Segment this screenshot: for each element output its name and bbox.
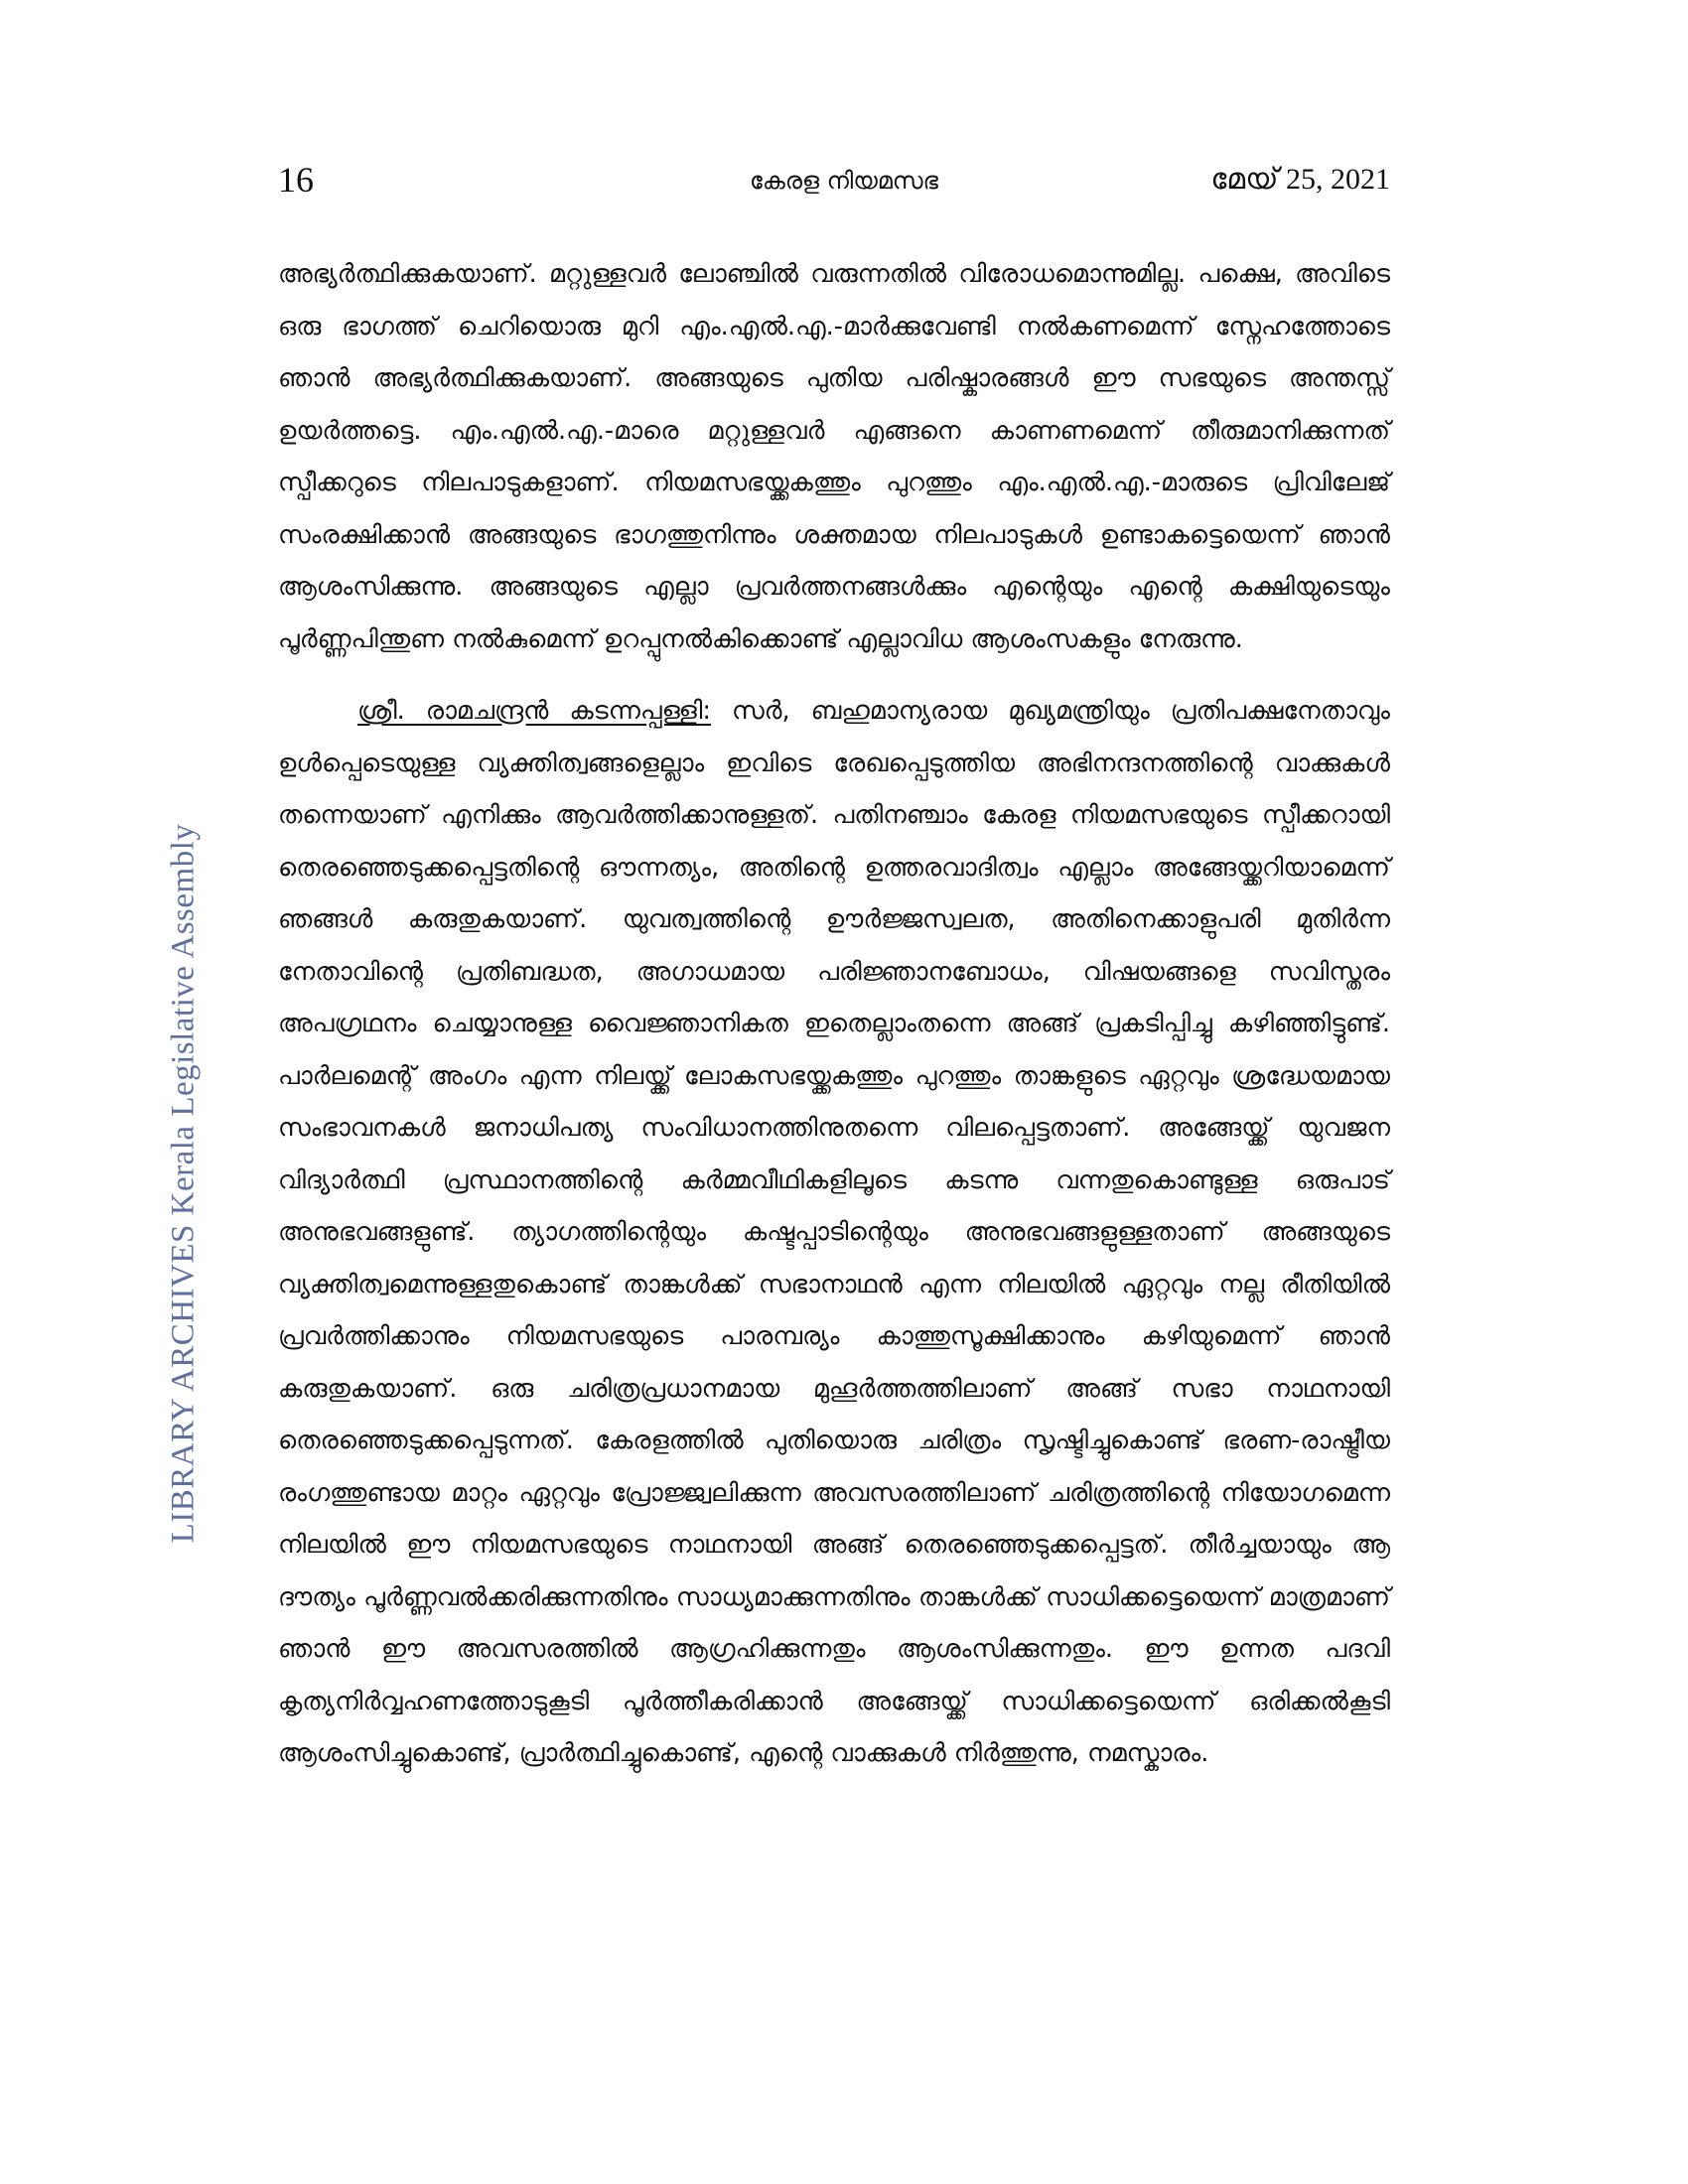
proceedings-body: [278, 248, 1390, 1780]
paragraph-continuation: [278, 248, 1390, 665]
header-date: മേയ് 25, 2021: [1210, 163, 1390, 196]
paragraph-text: അഭ്യർത്ഥിക്കുകയാണ്. മറ്റുള്ളവർ ലോഞ്ചിൽ വരുന്നതിൽ വിരോധമൊന്നുമില്ല. പക്ഷെ, അവിടെ ഒരു ഭാഗത്ത് ചെറിയൊരു മുറി എം.എൽ.എ.-മാർക്കുവേണ്ടി നൽകണമെന്ന് സ്നേഹത്തോടെ ഞാൻ അഭ്യർത്ഥിക്കുകയാണ്. അങ്ങയുടെ പുതിയ പരിഷ്കാരങ്ങൾ ഈ സഭയുടെ അന്തസ്സ് ഉയർത്തട്ടെ. എം.എൽ.എ.-മാരെ മറ്റുള്ളവർ എങ്ങനെ കാണണമെന്ന് തീരുമാനിക്കുന്നത് സ്പീക്കറുടെ നിലപാടുകളാണ്. നിയമസഭയ്ക്കകത്തും പുറത്തും എം.എൽ.എ.-മാരുടെ പ്രിവിലേജ് സംരക്ഷിക്കാൻ അങ്ങയുടെ ഭാഗത്തുനിന്നും ശക്തമായ നിലപാടുകൾ ഉണ്ടാകട്ടെയെന്ന് ഞാൻ ആശംസിക്കുന്നു. അങ്ങയുടെ എല്ലാ പ്രവർത്തനങ്ങൾക്കും എന്റെയും എന്റെ കക്ഷിയുടെയും പൂർണ്ണപിന്തുണ നൽകുമെന്ന് ഉറപ്പുനൽകിക്കൊണ്ട് എല്ലാവിധ ആശംസകളും നേരുന്നു.: [278, 259, 1390, 654]
speaker-name: ശ്രീ. രാമചന്ദ്രൻ കടന്നപ്പള്ളി:: [357, 696, 711, 726]
page-number: 16: [278, 160, 314, 200]
paragraph-speech: [278, 685, 1390, 1780]
paragraph-text: സർ, ബഹുമാന്യരായ മുഖ്യമന്ത്രിയും പ്രതിപക്ഷനേതാവും ഉൾപ്പെടെയുള്ള വ്യക്തിത്വങ്ങളെല്ലാം ഇവിടെ രേഖപ്പെടുത്തിയ അഭിനന്ദനത്തിന്റെ വാക്കുകൾ തന്നെയാണ് എനിക്കും ആവർത്തിക്കാനുള്ളത്. പതിനഞ്ചാം കേരള നിയമസഭയുടെ സ്പീക്കറായി തെരഞ്ഞെടുക്കപ്പെട്ടതിന്റെ ഔന്നത്യം, അതിന്റെ ഉത്തരവാദിത്വം എല്ലാം അങ്ങേയ്ക്കറിയാമെന്ന് ഞങ്ങൾ കരുതുകയാണ്. യുവത്വത്തിന്റെ ഊർജ്ജസ്വലത, അതിനെക്കാളുപരി മുതിർന്ന നേതാവിന്റെ പ്രതിബദ്ധത, അഗാധമായ പരിജ്ഞാനബോധം, വിഷയങ്ങളെ സവിസ്തരം അപഗ്രഥനം ചെയ്യാനുള്ള വൈജ്ഞാനികത ഇതെല്ലാംതന്നെ അങ്ങ് പ്രകടിപ്പിച്ചു കഴിഞ്ഞിട്ടുണ്ട്. പാർലമെന്റ് അംഗം എന്ന നിലയ്ക്ക് ലോകസഭയ്ക്കകത്തും പുറത്തും താങ്കളുടെ ഏറ്റവും ശ്രദ്ധേയമായ സംഭാവനകൾ ജനാധിപത്യ സംവിധാനത്തിനുതന്നെ വിലപ്പെട്ടതാണ്. അങ്ങേയ്ക്ക് യുവജന വിദ്യാർത്ഥി പ്രസ്ഥാനത്തിന്റെ കർമ്മവീഥികളിലൂടെ കടന്നു വന്നതുകൊണ്ടുള്ള ഒരുപാട് അനുഭവങ്ങളുണ്ട്. ത്യാഗത്തിന്റെയും കഷ്ടപ്പാടിന്റെയും അനുഭവങ്ങളുള്ളതാണ് അങ്ങയുടെ വ്യക്തിത്വമെന്നുള്ളതുകൊണ്ട് താങ്കൾക്ക് സഭാനാഥൻ എന്ന നിലയിൽ ഏറ്റവും നല്ല രീതിയിൽ പ്രവർത്തിക്കാനും നിയമസഭയുടെ പാരമ്പര്യം കാത്തുസൂക്ഷിക്കാനും കഴിയുമെന്ന് ഞാൻ കരുതുകയാണ്. ഒരു ചരിത്രപ്രധാനമായ മുഹൂർത്തത്തിലാണ് അങ്ങ് സഭാ നാഥനായി തെരഞ്ഞെടുക്കപ്പെടുന്നത്. കേരളത്തിൽ പുതിയൊരു ചരിത്രം സൃഷ്ടിച്ചുകൊണ്ട് ഭരണ-രാഷ്ട്രീയ രംഗത്തുണ്ടായ മാറ്റം ഏറ്റവും പ്രോജ്ജ്വലിക്കുന്ന അവസരത്തിലാണ് ചരിത്രത്തിന്റെ നിയോഗമെന്ന നിലയിൽ ഈ നിയമസഭയുടെ നാഥനായി അങ്ങ് തെരഞ്ഞെടുക്കപ്പെട്ടത്. തീർച്ചയായും ആ ദൗത്യം പൂർണ്ണവൽക്കരിക്കുന്നതിനും സാധ്യമാക്കുന്നതിനും താങ്കൾക്ക് സാധിക്കട്ടെയെന്ന് മാത്രമാണ് ഞാൻ ഈ അവസരത്തിൽ ആഗ്രഹിക്കുന്നതും ആശംസിക്കുന്നതും. ഈ ഉന്നത പദവി കൃത്യനിർവ്വഹണത്തോടുകൂടി പൂർത്തീകരിക്കാൻ അങ്ങേയ്ക്ക് സാധിക്കട്ടെയെന്ന് ഒരിക്കൽകൂടി ആശംസിച്ചുകൊണ്ട്, പ്രാർത്ഥിച്ചുകൊണ്ട്, എന്റെ വാക്കുകൾ നിർത്തുന്നു, നമസ്കാരം.: [278, 696, 1390, 1768]
archive-watermark: LIBRARY ARCHIVES Kerala Legislative Assembly: [165, 823, 202, 1544]
running-title: കേരള നിയമസഭ: [749, 167, 939, 195]
